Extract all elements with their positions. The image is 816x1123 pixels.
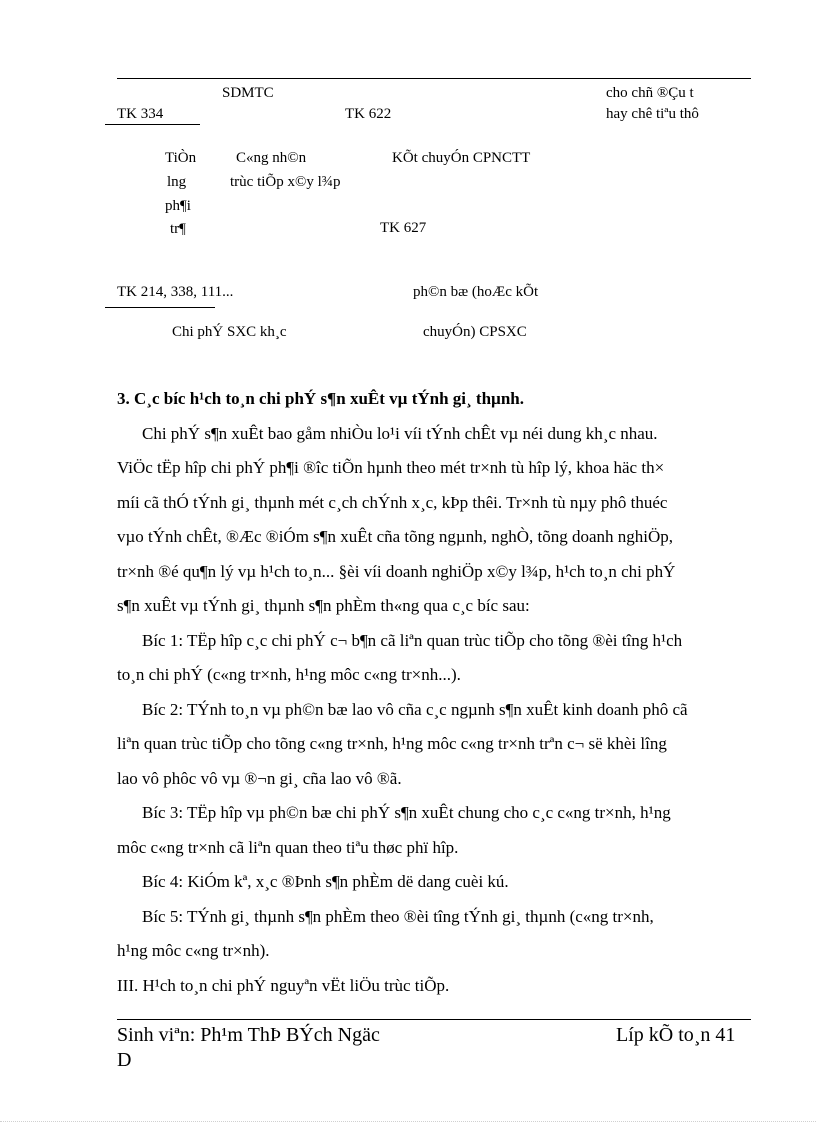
account-tk334: TK 334	[117, 106, 164, 122]
footer-student-name: Sinh viªn: Ph¹m ThÞ BÝch Ngäc	[117, 1024, 380, 1046]
step-1-line: Bíc 1: TËp hîp c¸c chi phÝ c¬ b¶n cã liªn quan trùc tiÕp cho tõng ®èi tîng h¹ch	[142, 630, 683, 650]
paragraph-line: s¶n xuÊt vµ tÝnh gi¸ thµnh s¶n phÈm th«ng qua c¸c bíc sau:	[117, 596, 530, 615]
label-tien-line-1: TiÒn	[165, 150, 197, 166]
footer-class: Líp kÕ to¸n 41	[616, 1024, 736, 1046]
label-phan-bo: ph©n bæ (hoÆc kÕt	[413, 284, 539, 300]
label-sdmtc: SDMTC	[222, 85, 274, 101]
label-truc-tiep-xay-lap: trùc tiÕp x©y l¾p	[230, 174, 341, 190]
subheading: III. H¹ch to¸n chi phÝ nguyªn vËt liÖu trùc tiÕp.	[117, 975, 450, 995]
step-3-line: môc c«ng tr×nh cã liªn quan theo tiªu thøc phï hîp.	[117, 837, 459, 857]
footer-rule	[117, 1019, 751, 1020]
step-2-line: Bíc 2: TÝnh to¸n vµ ph©n bæ lao vô cña c¸c ngµnh s¶n xuÊt kinh doanh phô cã	[142, 699, 688, 719]
label-cong-nhan: C«ng nh©n	[236, 150, 307, 166]
paragraph-line: tr×nh ®é qu¶n lý vµ h¹ch to¸n... §èi víi doanh nghiÖp x©y l¾p, h¹ch to¸n chi phÝ	[117, 561, 676, 581]
label-tien-line-2: lng	[167, 174, 187, 190]
step-5-line: h¹ng môc c«ng tr×nh).	[117, 941, 270, 960]
paragraph-line: Chi phÝ s¶n xuÊt bao gåm nhiÒu lo¹i víi tÝnh chÊt vµ néi dung kh¸c nhau.	[142, 423, 658, 443]
label-tien-line-3: ph¶i	[165, 198, 191, 214]
paragraph-line: ViÖc tËp hîp chi phÝ ph¶i ®îc tiÕn hµnh theo mét tr×nh tù hîp lý, khoa häc th×	[117, 458, 665, 477]
step-2-line: liªn quan trùc tiÕp cho tõng c«ng tr×nh, h¹ng môc c«ng tr×nh trªn c¬ së khèi lîng	[117, 734, 667, 753]
label-tien-line-4: tr¶	[170, 221, 186, 237]
step-4-line: Bíc 4: KiÓm kª, x¸c ®Þnh s¶n phÈm dë dang cuèi kú.	[142, 872, 509, 891]
tk214-underline	[105, 307, 215, 308]
footer-student-name-cont: D	[117, 1049, 132, 1071]
top-rule	[117, 78, 751, 79]
label-chi-phi-sxc-khac: Chi phÝ SXC kh¸c	[172, 324, 287, 340]
step-5-line: Bíc 5: TÝnh gi¸ thµnh s¶n phÈm theo ®èi tîng tÝnh gi¸ thµnh (c«ng tr×nh,	[142, 906, 654, 926]
step-3-line: Bíc 3: TËp hîp vµ ph©n bæ chi phÝ s¶n xuÊt chung cho c¸c c«ng tr×nh, h¹ng	[142, 803, 671, 822]
account-tk214-338-111: TK 214, 338, 111...	[117, 284, 234, 300]
step-1-line: to¸n chi phÝ (c«ng tr×nh, h¹ng môc c«ng tr×nh...).	[117, 665, 461, 684]
account-tk622: TK 622	[345, 106, 392, 122]
label-cho-chu-dau-tu: cho chñ ®Çu t	[606, 85, 694, 101]
section-heading: 3. C¸c bíc h¹ch to¸n chi phÝ s¶n xuÊt vµ tÝnh gi¸ thµnh.	[117, 389, 524, 408]
account-tk627: TK 627	[380, 220, 427, 236]
tk334-underline	[105, 124, 200, 125]
paragraph-line: míi cã thÓ tÝnh gi¸ thµnh mét c¸ch chÝnh x¸c, kÞp thêi. Tr×nh tù nµy phô thuéc	[117, 492, 668, 512]
label-hay-cho-tieu-thu: hay chê tiªu thô	[606, 106, 699, 122]
label-ket-chuyen-cpnctt: KÕt chuyÓn CPNCTT	[392, 150, 531, 166]
step-2-line: lao vô phôc vô vµ ®¬n gi¸ cña lao vô ®ã.	[117, 768, 402, 788]
paragraph-line: vµo tÝnh chÊt, ®Æc ®iÓm s¶n xuÊt cña tõng ngµnh, nghÒ, tõng doanh nghiÖp,	[117, 527, 673, 546]
label-chuyen-cpsxc: chuyÓn) CPSXC	[423, 324, 527, 340]
body-text	[117, 382, 750, 1003]
